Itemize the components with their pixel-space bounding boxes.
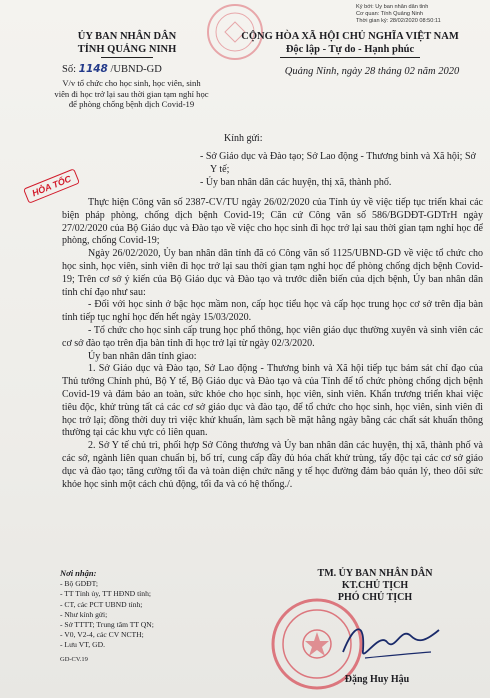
cc-item: - V0, V2-4, các CV NCTH; [60, 630, 144, 640]
document-body [62, 197, 483, 491]
national-header [220, 30, 480, 58]
signer-line-3: PHÓ CHỦ TỊCH [337, 592, 413, 603]
cc-item: - Lưu VT, GD. [60, 640, 105, 650]
recipients-list [200, 150, 480, 189]
document-number [62, 63, 222, 75]
digital-signature-info [356, 4, 484, 25]
signature-time: Thời gian ký: 28/02/2020 08:50:11 [356, 18, 441, 24]
signer-name: Đặng Huy Hậu [344, 674, 410, 685]
body-paragraph: Ngày 26/02/2020, Ủy ban nhân dân tỉnh đã có Công văn số 1125/UBND-GD về việc tổ chức cho học sinh, học viên, sinh viên đi học trở lại sau thời gian tạm nghỉ học để phòng chống dịch bệnh Covid-19; Trên cơ sở ý kiến của Bộ Giáo dục và Đào tạo và trước diễn biến của dịch bệnh, Ủy ban nhân dân tỉnh chỉ đạo như sau: [62, 248, 483, 298]
handwritten-signature-icon [335, 612, 445, 672]
cc-code: GD-CV.19 [60, 655, 88, 663]
document-subject: V/v tổ chức cho học sinh, học viên, sinh viên đi học trở lại sau thời gian tạm nghỉ học để phòng chống bệnh dịch Covid-19 [54, 78, 209, 110]
urgent-stamp: HỎA TỐC [23, 168, 80, 204]
body-paragraph: 2. Sở Y tế chủ trì, phối hợp Sở Công thương và Ủy ban nhân dân các huyện, thị xã, thành phố và các sở, ngành liên quan chuẩn bị, bố trí, cung cấp đầy đủ hóa chất khử trùng, tẩy độc tại các cơ sở giáo dục và đào tạo; tăng cường tối đa và toàn diện chức năng y tế học đường đảm bảo quản lý, theo dõi sức khỏe học sinh một cách chủ động, tối đa và có hệ thống./. [62, 440, 483, 490]
issuer-line-2: TỈNH QUẢNG NINH [77, 44, 177, 55]
body-paragraph: - Tổ chức cho học sinh cấp trung học phổ thông, học viên giáo dục thường xuyên và sinh viên các cơ sở đào tạo trên địa bàn tỉnh đi học trở lại từ ngày 02/3/2020. [62, 324, 483, 349]
cc-item: - TT Tỉnh ủy, TT HĐND tỉnh; [60, 589, 151, 599]
national-motto: Độc lập - Tự do - Hạnh phúc [285, 44, 415, 55]
recipient-item: - Ủy ban nhân dân các huyện, thị xã, thành phố. [200, 177, 392, 188]
recipient-item: - Sở Giáo dục và Đào tạo; Sở Lao động - Thương binh và Xã hội; Sở Y tế; [200, 151, 476, 175]
signature-agency: Cơ quan: Tỉnh Quảng Ninh [356, 11, 424, 17]
issuer-header [52, 30, 202, 61]
cc-item: - Như kính gửi; [60, 609, 108, 619]
document-date: Quảng Ninh, ngày 28 tháng 02 năm 2020 [284, 66, 460, 77]
issuer-underline [101, 57, 153, 58]
body-paragraph: Ủy ban nhân dân tỉnh giao: [88, 350, 197, 362]
body-paragraph: 1. Sở Giáo dục và Đào tạo, Sở Lao động - Thương binh và Xã hội tiếp tục bám sát chỉ đạo của Thủ tướng Chính phủ, Bộ Y tế, Bộ Giáo dục và Đào tạo và của Tỉnh để tổ chức phòng chống dịch bệnh Covid-19 và đảm bảo an toàn, sức khỏe cho học sinh, học viên, sinh viên. Khẩn trương triển khai việc tiêu độc, khử trùng tất cả các cơ sở giáo dục và đào tạo, để tổ chức cho học sinh, học viên, sinh viên đi học trở lại; đồng thời duy trì việc khử khuẩn, làm sạch bề mặt hằng ngày bằng các chất sát khuẩn thông thường tại các khu vực có liên quan. [62, 363, 483, 439]
cc-item: - Sở TTTT; Trung tâm TT QN; [60, 620, 154, 630]
national-title: CỘNG HÒA XÃ HỘI CHỦ NGHĨA VIỆT NAM [241, 31, 459, 42]
doc-number-value: 1148 [78, 63, 108, 75]
cc-item: - CT, các PCT UBND tỉnh; [60, 599, 143, 609]
cc-title: Nơi nhận: [60, 568, 97, 578]
motto-underline [280, 57, 420, 58]
issuer-line-1: ỦY BAN NHÂN DÂN [77, 31, 177, 42]
cc-list [60, 568, 200, 665]
doc-number-suffix: /UBND-GD [107, 64, 162, 75]
signer-line-2: KT.CHỦ TỊCH [341, 580, 409, 591]
body-paragraph: Thực hiện Công văn số 2387-CV/TU ngày 26/02/2020 của Tỉnh ủy về việc tiếp tục triển khai các biện pháp phòng, chống dịch bệnh Covid-19; Căn cứ Công văn số 586/BGDĐT-GDTrH ngày 27/02/2020 của Bộ Giáo dục và Đào tạo về việc cho học sinh đi học trở lại sau thời gian tạm nghỉ học để phòng, chống Covid-19; [62, 197, 483, 247]
signature-signed-by: Ký bởi: Ủy ban nhân dân tỉnh [356, 4, 429, 10]
cc-item: - Bộ GDĐT; [60, 579, 98, 589]
recipients-label: Kính gửi: [224, 133, 263, 144]
signer-line-1: TM. ỦY BAN NHÂN DÂN [317, 568, 433, 579]
body-paragraph: - Đối với học sinh ở bậc học mầm non, cấp học tiểu học và cấp học trung học cơ sở trên địa bàn tỉnh tiếp tục nghỉ học đến hết ngày 15/03/2020. [62, 299, 483, 324]
doc-number-prefix: Số: [62, 64, 79, 75]
